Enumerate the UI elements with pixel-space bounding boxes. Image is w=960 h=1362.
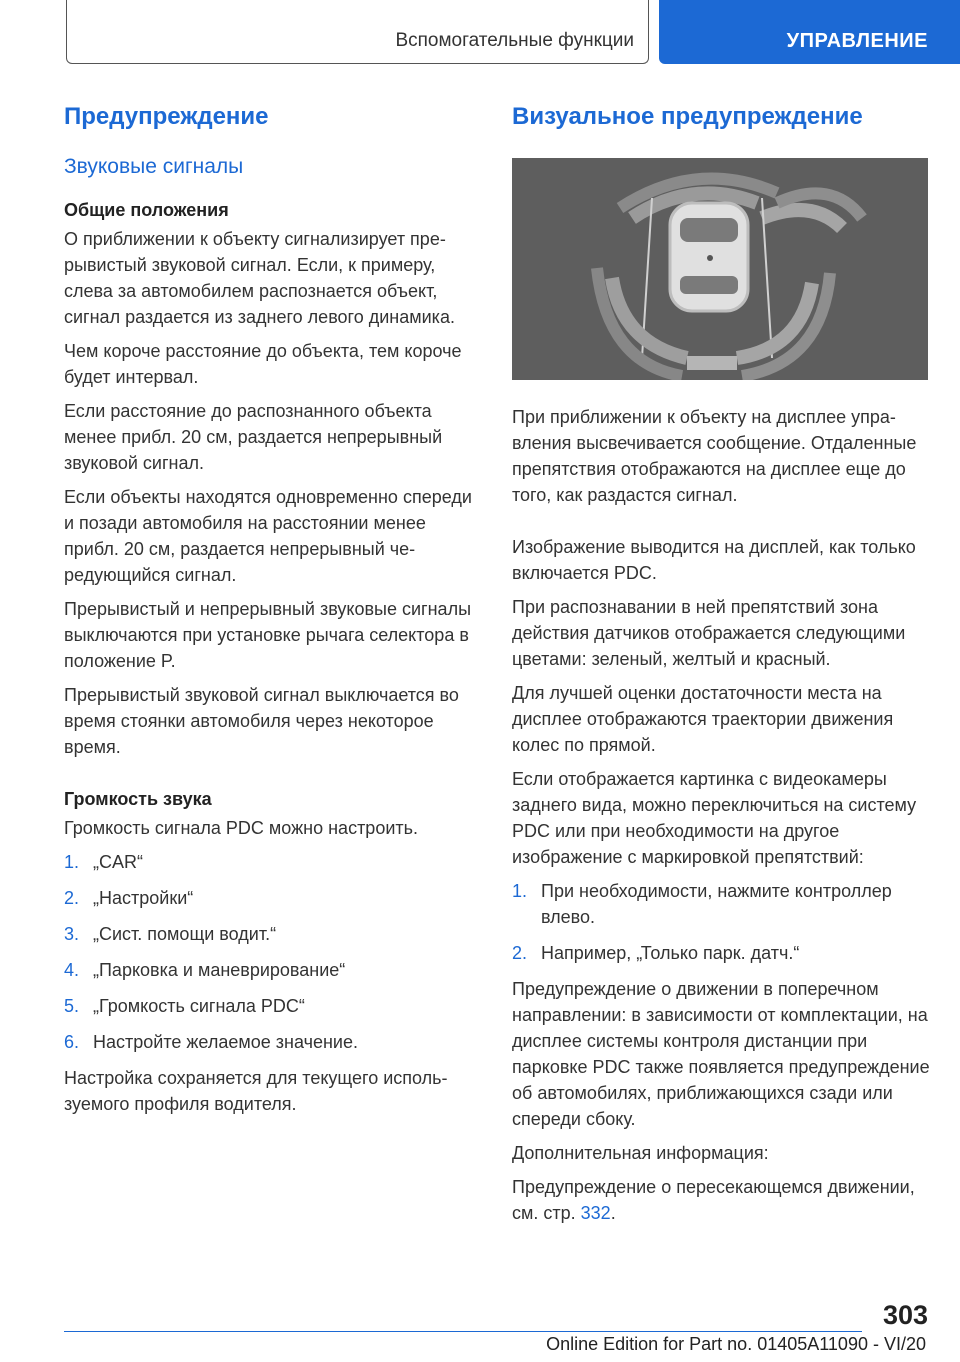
visual-warning-title: Визуальное предупреждение xyxy=(512,103,863,130)
display-steps-list xyxy=(512,878,932,966)
page-title: Предупреждение xyxy=(64,103,269,130)
right-column xyxy=(512,100,932,1234)
list-item xyxy=(64,849,484,875)
reference-text: Предупреждение о пересекающемся движении, см. стр. xyxy=(512,1177,915,1223)
step-number: 3. xyxy=(64,924,80,944)
step-text: При необходимости, нажмите контроллер влево. xyxy=(541,881,892,927)
page-reference-link[interactable]: 332 xyxy=(580,1203,611,1223)
step-number: 2. xyxy=(512,943,528,963)
step-number: 1. xyxy=(512,881,528,901)
chapter-tab-label: Вспомогательные функции xyxy=(395,30,634,51)
step-text: Например, „Только парк. датч.“ xyxy=(541,943,800,963)
cross-reference xyxy=(512,1174,932,1226)
paragraph: Если отображается картинка с видеокамеры заднего вида, можно переключиться на систему PDC или при необходимости на другое изображение с маркировкой препятствий: xyxy=(512,769,917,867)
section-tab-label: УПРАВЛЕНИЕ xyxy=(786,30,928,52)
step-number: 1. xyxy=(64,852,80,872)
section-tab[interactable] xyxy=(659,0,960,64)
step-number: 5. xyxy=(64,996,80,1016)
left-column xyxy=(64,100,484,1125)
step-text: „Громкость сигнала PDC“ xyxy=(93,996,305,1016)
list-item xyxy=(64,1029,484,1055)
step-number: 2. xyxy=(64,888,80,908)
section-subtitle: Звуковые сигналы xyxy=(64,155,244,178)
list-item xyxy=(64,957,484,983)
edition-label: Online Edition for Part no. 01405A11090 - VI/20 xyxy=(546,1334,926,1354)
step-text: „Настройки“ xyxy=(93,888,194,908)
list-item xyxy=(512,940,932,966)
chapter-tab[interactable] xyxy=(66,0,649,64)
step-text: „CAR“ xyxy=(93,852,143,872)
step-text: „Парковка и маневрирование“ xyxy=(93,960,346,980)
paragraph: Если объекты находятся одновременно спереди и позади автомобиля на расстоянии менее прибл. 20 см, раздается непрерывный чередующийся сигнал. xyxy=(64,487,472,585)
footer-divider xyxy=(64,1331,862,1332)
paragraph: О приближении к объекту сигнализирует прерывистый звуковой сигнал. Если, к примеру, слева за автомобилем распознается объект, сигнал раздается из заднего левого динамика. xyxy=(64,229,455,327)
pdc-display-illustration xyxy=(512,158,928,380)
paragraph: Прерывистый и непрерывный звуковые сигналы выключаются при установке рычага селектора в положение P. xyxy=(64,599,472,671)
page-number: 303 xyxy=(882,1300,928,1330)
list-item xyxy=(64,993,484,1019)
volume-heading: Громкость звука xyxy=(64,789,212,809)
paragraph: Для лучшей оценки достаточности места на дисплее отображаются траектории движения колес по прямой. xyxy=(512,683,894,755)
paragraph: Чем короче расстояние до объекта, тем короче будет интервал. xyxy=(64,341,462,387)
paragraph: При распознавании в ней препятствий зона действия датчиков отображается следующими цветами: зеленый, желтый и красный. xyxy=(512,597,906,669)
volume-steps-list xyxy=(64,849,484,1055)
list-item xyxy=(64,885,484,911)
paragraph: Прерывистый звуковой сигнал выключается во время стоянки автомобиля через некоторое время. xyxy=(64,685,459,757)
step-number: 6. xyxy=(64,1032,80,1052)
paragraph: Изображение выводится на дисплей, как только включается PDC. xyxy=(512,537,916,583)
pdc-illustration-svg xyxy=(512,158,928,380)
volume-intro: Громкость сигнала PDC можно настроить. xyxy=(64,818,419,838)
list-item xyxy=(64,921,484,947)
general-heading: Общие положения xyxy=(64,200,229,220)
step-number: 4. xyxy=(64,960,80,980)
list-item xyxy=(512,878,932,930)
step-text: Настройте желаемое значение. xyxy=(93,1032,358,1052)
paragraph: При приближении к объекту на дисплее управления высвечивается сообщение. Отдаленные препятствия отображаются на дисплее еще до того, как раздастся сигнал. xyxy=(512,407,917,505)
step-text: „Сист. помощи водит.“ xyxy=(93,924,277,944)
paragraph: Предупреждение о движении в поперечном направлении: в зависимости от комплектации, на дисплее системы контроля дистанции при парковке PDC также появляется предупреждение об автомобилях, приближающихся сзади или спереди сбоку. xyxy=(512,979,930,1129)
reference-end: . xyxy=(610,1203,616,1223)
paragraph: Если расстояние до распознанного объекта менее прибл. 20 см, раздается непрерывный звуковой сигнал. xyxy=(64,401,443,473)
more-info-label: Дополнительная информация: xyxy=(512,1143,769,1163)
paragraph: Настройка сохраняется для текущего используемого профиля водителя. xyxy=(64,1068,448,1114)
